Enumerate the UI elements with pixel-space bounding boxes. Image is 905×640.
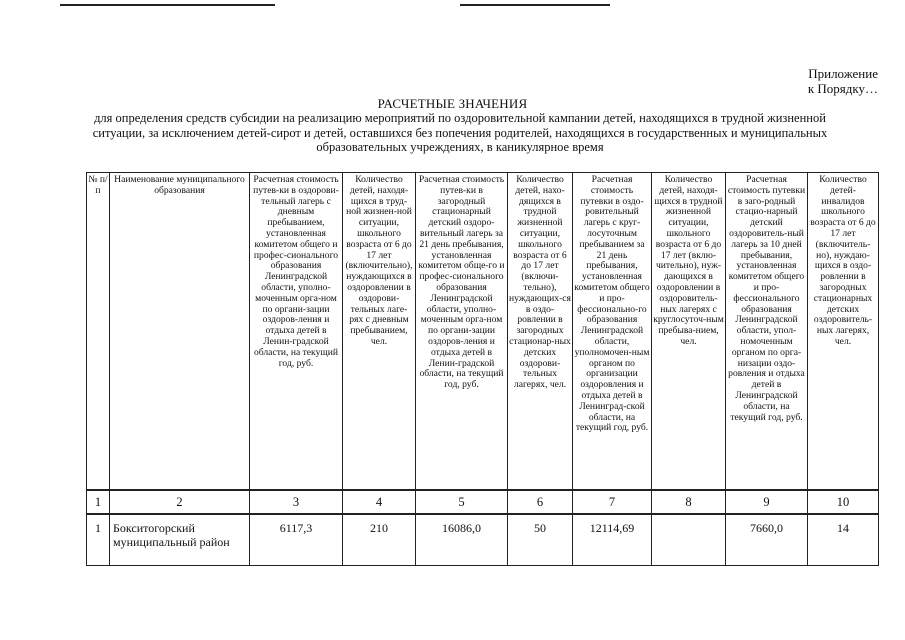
column-number: 3	[250, 490, 343, 514]
column-number: 5	[416, 490, 508, 514]
table-row	[87, 514, 879, 566]
column-number: 8	[652, 490, 726, 514]
column-number: 1	[87, 490, 110, 514]
appendix-line-2: к Порядку…	[807, 81, 878, 96]
header-cell-country-camp-children: Количество детей, нахо-дящихся в трудной жизненной ситуации, школьного возраста от 6 до 17 лет (включи-тельно), нуждающих-ся в оздо-ровлении в загородных стационар-ных детских оздорови-тельных лагерях, чел.	[508, 173, 573, 491]
header-cell-10-day-camp-cost: Расчетная стоимость путевки в заго-родный стацио-нарный детский оздоровитель-ный лагерь за 10 дней пребывания, установленная комитетом общего и про-фессионального образования Ленинградской области, упол-номоченным органом по орга-низации оздо-ровления и отдыха детей в Ленинградской области, на текущий год, руб.	[726, 173, 808, 491]
table-header-row	[87, 173, 879, 491]
header-cell-country-camp-cost: Расчетная стоимость путев-ки в загородный стационарный детский оздоро-вительный лагерь за 21 день пребывания, установленная комитетом обще-го и профес-сионального образования Ленинградской области, уполно-моченным орга-ном по органи-зации оздоров-ления и отдыха детей в Ленин-градской области, на текущий год, руб.	[416, 173, 508, 491]
table-cell: 6117,3	[250, 514, 343, 566]
appendix-note	[728, 66, 878, 96]
row-number-cell: 1	[87, 514, 110, 566]
scan-artifact-line	[60, 4, 275, 6]
appendix-line-1: Приложение	[808, 66, 878, 81]
header-cell-round-clock-camp-children: Количество детей, находя-щихся в трудной жизненной ситуации, школьного возраста от 6 до 17 лет (вклю-чительно), нуж-дающихся в оздоровлении в оздоровитель-ных лагерях с круглосуточ-ным пребыва-нием, чел.	[652, 173, 726, 491]
header-cell-disabled-children: Количество детей-инвалидов школьного возраста от 6 до 17 лет (включитель-но), нуждаю-щихся в оздо-ровлении в загородных стационарных детских оздоровитель-ных лагерях, чел.	[808, 173, 879, 491]
table-cell: 16086,0	[416, 514, 508, 566]
calculation-table	[86, 172, 879, 566]
header-cell-day-camp-cost: Расчетная стоимость путев-ки в оздорови-тельный лагерь с дневным пребыванием, установленная комитетом общего и профес-сионального образования Ленинградской области, уполно-моченным орга-ном по органи-зации оздоров-ления и отдыха детей в Ленин-градской области, на текущий год, руб.	[250, 173, 343, 491]
table-cell: 14	[808, 514, 879, 566]
document-title: РАСЧЕТНЫЕ ЗНАЧЕНИЯ	[377, 96, 528, 111]
document-subtitle: для определения средств субсидии на реализацию мероприятий по оздоровительной кампании детей, находящихся в трудной жизненной ситуации, за исключением детей-сирот и детей, оставшихся без попечения родителей, находящихся в государственных и муниципальных образовательных учреждениях, в каникулярное время	[92, 111, 828, 154]
table-cell: 50	[508, 514, 573, 566]
header-cell-round-clock-camp-cost: Расчетная стоимость путевки в оздо-ровительный лагерь с круг-лосуточным пребыванием за 21 день пребывания, установленная комитетом общего и про-фессионально-го образования Ленинградской области, уполномочен-ным органом по организации оздоровления и отдыха детей в Ленинград-ской области, на текущий год, руб.	[573, 173, 652, 491]
table-cell: 210	[343, 514, 416, 566]
table-cell	[652, 514, 726, 566]
table-cell: 12114,69	[573, 514, 652, 566]
column-number: 10	[808, 490, 879, 514]
column-number: 2	[110, 490, 250, 514]
header-cell-number: № п/п	[87, 173, 110, 491]
scan-artifact-line	[460, 4, 610, 6]
table-cell: 7660,0	[726, 514, 808, 566]
column-number: 7	[573, 490, 652, 514]
municipality-name-cell: Бокситогорский муниципальный район	[110, 514, 250, 566]
header-cell-day-camp-children: Количество детей, находя-щихся в труд-ной жизнен-ной ситуации, школьного возраста от 6 до 17 лет (включительно), нуждающихся в оздоровлении в оздорови-тельных лаге-рях с дневным пребыванием, чел.	[343, 173, 416, 491]
column-number-row	[87, 490, 879, 514]
column-number: 6	[508, 490, 573, 514]
header-cell-municipality: Наименование муниципального образования	[110, 173, 250, 491]
column-number: 4	[343, 490, 416, 514]
column-number: 9	[726, 490, 808, 514]
